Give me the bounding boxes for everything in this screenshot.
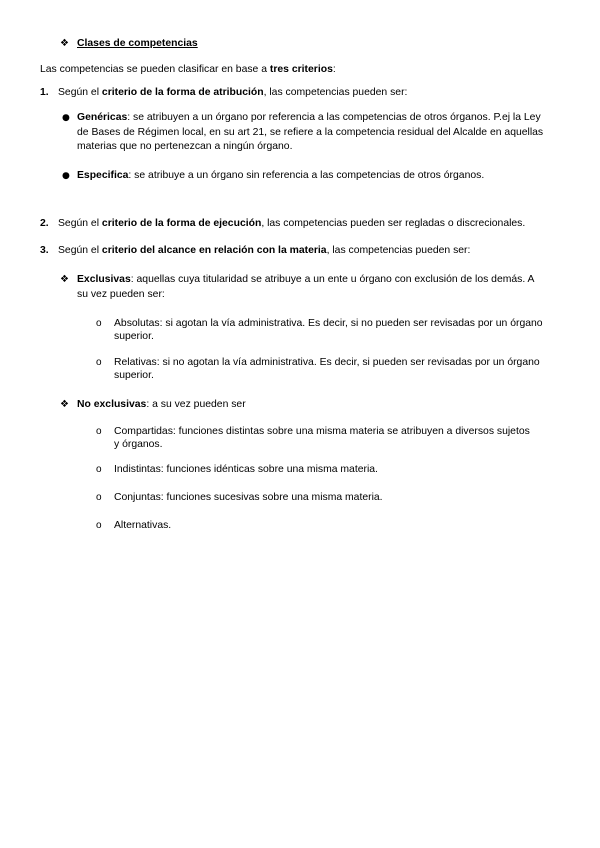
circle-bullet-icon: o: [96, 492, 102, 503]
diamond-bullet-icon: ❖: [60, 38, 69, 49]
genericas-line-1: Genéricas: se atribuyen a un órgano por referencia a las competencias de otros órganos. P.ej la Ley: [77, 112, 541, 123]
genericas-line-3: materias que no pertenezcan a ningún órgano.: [77, 141, 293, 152]
criterio-2-line: Según el criterio de la forma de ejecución, las competencias pueden ser regladas o discrecionales.: [58, 218, 526, 229]
intro-paragraph: Las competencias se pueden clasificar en base a tres criterios:: [40, 64, 336, 75]
conjuntas-line: Conjuntas: funciones sucesivas sobre una misma materia.: [114, 492, 383, 503]
circle-bullet-icon: o: [96, 318, 102, 329]
compartidas-line-1: Compartidas: funciones distintas sobre una misma materia se atribuyen a diversos sujetos: [114, 426, 530, 437]
exclusivas-line-1: Exclusivas: aquellas cuya titularidad se atribuye a un ente u órgano con exclusión de los demás. A: [77, 274, 535, 285]
no-exclusivas-line: No exclusivas: a su vez pueden ser: [77, 399, 246, 410]
criterio-3-line: Según el criterio del alcance en relación con la materia, las competencias pueden ser:: [58, 245, 471, 256]
list-number-3: 3.: [40, 245, 49, 256]
list-number-2: 2.: [40, 218, 49, 229]
bullet-icon: ●: [62, 113, 70, 123]
circle-bullet-icon: o: [96, 426, 102, 437]
list-number-1: 1.: [40, 87, 49, 98]
absolutas-line-1: Absolutas: si agotan la vía administrativa. Es decir, si no pueden ser revisadas por un órgano: [114, 318, 543, 329]
diamond-bullet-icon: ❖: [60, 399, 69, 410]
compartidas-line-2: y órganos.: [114, 439, 163, 450]
diamond-bullet-icon: ❖: [60, 274, 69, 285]
indistintas-line: Indistintas: funciones idénticas sobre una misma materia.: [114, 464, 378, 475]
relativas-line-2: superior.: [114, 370, 154, 381]
alternativas-line: Alternativas.: [114, 520, 172, 531]
absolutas-line-2: superior.: [114, 331, 154, 342]
circle-bullet-icon: o: [96, 357, 102, 368]
bullet-icon: ●: [62, 171, 70, 181]
circle-bullet-icon: o: [96, 464, 102, 475]
especifica-line: Especifica: se atribuye a un órgano sin referencia a las competencias de otros órganos.: [77, 170, 485, 181]
exclusivas-line-2: su vez pueden ser:: [77, 289, 165, 300]
relativas-line-1: Relativas: si no agotan la vía administrativa. Es decir, si pueden ser revisadas por un órgano: [114, 357, 540, 368]
criterio-1-line: Según el criterio de la forma de atribución, las competencias pueden ser:: [58, 87, 408, 98]
circle-bullet-icon: o: [96, 520, 102, 531]
genericas-line-2: de Bases de Régimen local, en su art 21, se refiere a la competencia residual del Alcalde en aquellas: [77, 127, 544, 138]
section-heading: Clases de competencias: [77, 38, 198, 49]
